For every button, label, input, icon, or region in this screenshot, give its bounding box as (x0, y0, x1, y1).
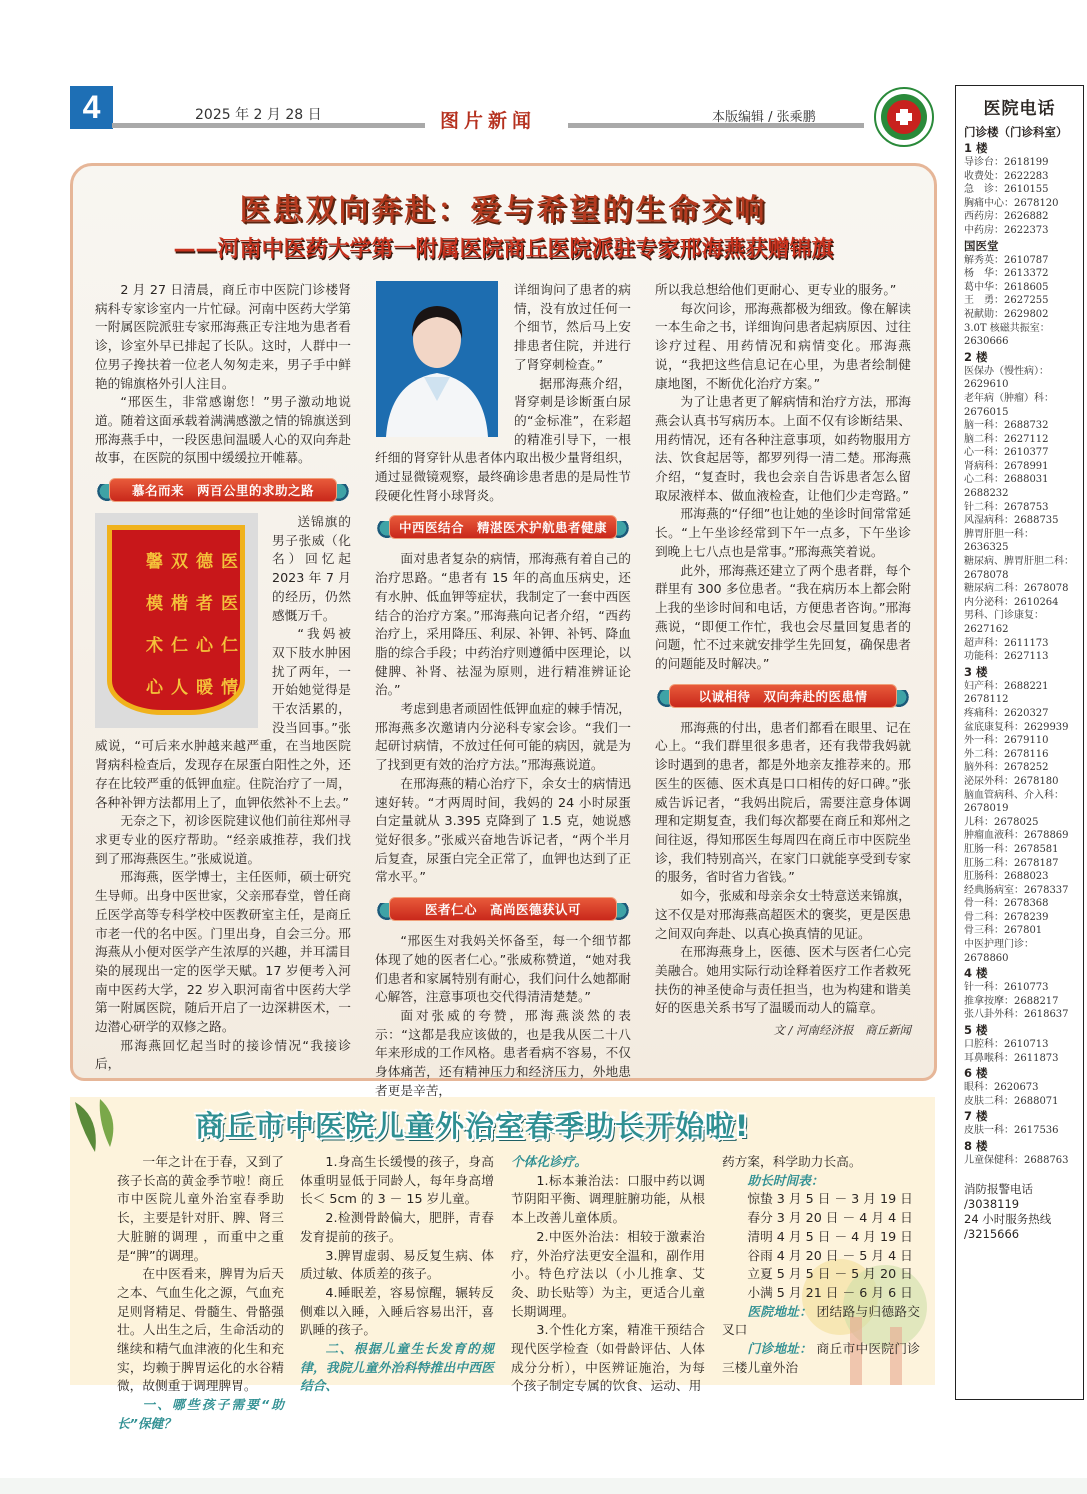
phone-list (964, 125, 1075, 1168)
phone-entry: 肛肠二科：2678187 (964, 857, 1059, 869)
phone-entry: 脑外科：2678252 (964, 762, 1049, 774)
paragraph: 每次问诊，邢海燕都极为细致。像在解读一本生命之书，详细询问患者起病原因、过往诊疗过程、用药情况和病情变化。邢海燕说，“我把这些信息记在心里，为患者绘制健康地图，不断优化治疗方案。” (655, 300, 911, 391)
phone-entry: 王 勇：2627255 (964, 295, 1049, 307)
hospital-logo (873, 87, 935, 147)
header-rule-left (112, 123, 425, 128)
phone-entry: 内分泌科：2610264 (964, 596, 1059, 608)
paragraph: 为了让患者更了解病情和治疗方法，邢海燕会认真书写病历本。上面不仅有诊断结果、用药情况，还有各种注意事项，如药物服用方法、饮食起居等，都罗列得一清二楚。邢海燕介绍，“复查时，我也会亲自告诉患者怎么留取尿液样本、做血液检查，让他们少走弯路。” (655, 394, 911, 503)
phone-entry: 泌尿外科：2678180 (964, 775, 1059, 787)
paragraph: 考虑到患者顽固性低钾血症的棘手情况，邢海燕多次邀请内分泌科专家会诊。“我们一起研讨病情，不放过任何可能的病因，就是为了找到更有效的治疗方法。”邢海燕说道。 (375, 701, 631, 773)
floor-heading: 8 楼 (964, 1139, 988, 1153)
paragraph: 在邢海燕的精心治疗下，余女士的病情迅速好转。“才两周时间，我妈的 24 小时尿蛋白定量就从 3.395 克降到了 1.5 克，她说感觉好很多。”张威兴奋地告诉记者，“两个半月后复查，尿蛋白完全正常了，血钾也达到了正常水平。” (375, 775, 631, 885)
phone-entry: 肿瘤血液科：2678869 (964, 830, 1069, 842)
byline: 文 / 河南经济报 商丘新闻 (773, 1023, 911, 1038)
list-item: 3.脾胃虚弱、易反复生病、体质过敏、体质差的孩子。 (300, 1247, 494, 1282)
schedule-item: 谷雨 4 月 20 日 － 5 月 4 日 (747, 1247, 913, 1263)
list-item: 3.个性化方案，精准干预结合现代医学检查（如骨龄评估、人体成分分析），中医辨证施治，为每个孩子制定专属的饮食、运动、用 (511, 1322, 705, 1394)
article-subtitle: ——河南中医药大学第一附属医院商丘医院派驻专家邢海燕获赠锦旗 (173, 237, 834, 262)
hospital-phone-directory (955, 85, 1084, 1400)
paragraph: “邢医生对我妈关怀备至，每一个细节都体现了她的医者仁心。”张威称赞道，“她对我们患者和家属特别有耐心，我们问什么她都耐心解答，注意事项也交代得清清楚楚。” (375, 933, 631, 1005)
schedule-item: 清明 4 月 5 日 － 4 月 19 日 (747, 1228, 913, 1244)
page-number: 4 (70, 86, 113, 129)
phone-entry: 外二科：2678116 (964, 748, 1049, 760)
paragraph: 药方案，科学助力长高。 (722, 1154, 862, 1169)
paragraph: 无奈之下，初诊医院建议他们前往郑州寻求更专业的医疗帮助。“经亲戚推荐，我们找到了邢海燕医生。”张威说道。 (95, 813, 351, 866)
phone-entry: 肾病科：2678991 (964, 460, 1049, 472)
phone-entry: 针二科：2678753 (964, 501, 1049, 513)
paragraph: 所以我总想给他们更耐心、更专业的服务。” (655, 282, 897, 297)
article-column-2 (375, 281, 631, 1100)
paragraph: 邢海燕回忆起当时的接诊情况“我接诊后， (95, 1037, 351, 1072)
floor-heading: 6 楼 (964, 1066, 988, 1081)
schedule-item: 立夏 5 月 5 日 － 5 月 20 日 (747, 1266, 913, 1282)
phone-entry: 糖尿病、脾胃肝胆二科：2678078 (964, 556, 1074, 581)
schedule-item: 惊蛰 3 月 5 日 － 3 月 19 日 (747, 1191, 913, 1207)
floor-heading: 国医堂 (964, 238, 999, 253)
phone-entry: 功能科：2627113 (964, 651, 1049, 663)
phone-entry: 疼痛科：2620327 (964, 707, 1049, 719)
phone-entry: 推拿按摩：2688217 (964, 995, 1059, 1007)
article-column-3 (655, 281, 911, 1038)
phone-entry: 儿科：2678025 (964, 816, 1039, 828)
kids-column-3 (511, 1153, 705, 1396)
list-item: 2.中医外治法：相较于激素治疗，外治疗法更安全温和，副作用小。特色疗法以（小儿推拿、艾灸、助长贴等）为主，更适合儿童长期调理。 (511, 1228, 705, 1319)
phone-entry: 皮肤二科：2688071 (964, 1095, 1059, 1107)
phone-entry: 脑二科：2627112 (964, 433, 1049, 445)
phone-entry: 收费处：2622283 (964, 170, 1049, 182)
schedule-label: 助长时间表： (747, 1172, 824, 1188)
phone-entry: 糖尿病二科：2678078 (964, 583, 1069, 595)
phone-entry: 医保办（慢性病）：2629610 (964, 365, 1049, 391)
kids-column-4 (722, 1153, 920, 1377)
phone-entry: 针一科：2610773 (964, 982, 1049, 994)
paragraph: 据邢海燕介绍，肾穿刺是诊断蛋白尿的“金标准”，在彩超的精准引导下，一根纤细的肾穿针从患者体内取出极少量肾组织，通过显微镜观察，最终确诊患者患的是局性节段硬化性肾小球肾炎。 (375, 375, 631, 503)
paragraph: 一年之计在于春，又到了孩子长高的黄金季节啦！商丘市中医院儿童外治室春季助长，主要是针对肝、脾、肾三大脏腑的调理 ，而重中之重是“脾”的调理。 (117, 1154, 284, 1263)
schedule-item: 春分 3 月 20 日 － 4 月 4 日 (747, 1210, 913, 1226)
phone-entry: 3.0T 核磁共振室：2630666 (964, 322, 1050, 348)
phone-entry: 男科、门诊康复：2627162 (964, 610, 1044, 635)
phone-entry: 骨三科：267801 (964, 925, 1043, 937)
phone-entry: 妇产科：2688221 2678112 (964, 680, 1059, 706)
subhead-banner: 中西医结合 精湛医术护航患者健康 (375, 513, 631, 541)
phone-entry: 心二科：2688031 2688232 (964, 474, 1059, 500)
phone-entry: 导诊台：2618199 (964, 157, 1049, 168)
subhead-banner: 以诚相待 双向奔赴的医患情 (655, 682, 911, 710)
phone-entry: 脑血管病科、介入科：2678019 (964, 789, 1064, 815)
paragraph: 面对患者复杂的病情，邢海燕有着自己的治疗思路。“患者有 15 年的高血压病史，还有水肿、低血钾等症状，我制定了一套中西医结合的治疗方案。”邢海燕向记者介绍，“西药治疗上，采用降压、利尿、补钾、补钙、降血脂的综合手段；中药治疗则遵循中医理论，以健脾、补肾、祛湿为原则，进行精准辨证论治。” (375, 551, 631, 698)
list-item: 4.睡眠差，容易惊醒，辗转反侧难以入睡，入睡后容易出汗，喜趴睡的孩子。 (300, 1284, 494, 1338)
schedule-item: 小满 5 月 21 日 － 6 月 6 日 (747, 1284, 913, 1300)
floor-heading: 4 楼 (964, 966, 988, 981)
phone-entry: 葛中华：2618605 (964, 281, 1049, 293)
phone-entry: 脾胃肝胆一科：2636325 (964, 528, 1034, 554)
phone-entry: 老年病（肿瘤）科：2676015 (964, 392, 1054, 418)
paragraph: 在中医看来，脾胃为后天之本、气血生化之源，气血充足则肾精足、骨髓生、骨骼强壮。人出生之后，生命活动的继续和精气血津液的化生和充实，均赖于脾胃运化的水谷精微，故侧重于调理脾胃。 (117, 1266, 284, 1394)
phone-entry: 西药房：2626882 (964, 211, 1049, 223)
article-title: 医患双向奔赴：爱与希望的生命交响 (239, 193, 768, 228)
editor-credit: 本版编辑 / 张乘鹏 (712, 110, 816, 125)
phone-entry: 眼科：2620673 (964, 1082, 1039, 1094)
section-heading: 二、根据儿童生长发育的规律，我院儿童外治科特推出中西医结合、 (300, 1341, 494, 1394)
phone-entry: 脑一科：2688732 (964, 420, 1049, 432)
phone-entry: 超声科：2611173 (964, 637, 1049, 649)
fire-alarm-label: 消防报警电话 (964, 1181, 1033, 1196)
paragraph: 在邢海燕身上，医德、医术与医者仁心完美融合。她用实际行动诠释着医疗工作者救死扶伤的神圣使命与责任担当，也为构建和谐美好的医患关系书写了温暖而动人的篇章。 (655, 944, 911, 1016)
list-item: 2.检测骨龄偏大，肥胖，青春发育提前的孩子。 (300, 1210, 494, 1244)
phone-entry: 肛肠科：2688023 (964, 871, 1049, 883)
phone-entry: 皮肤一科：2617536 (964, 1125, 1059, 1137)
kids-column-1 (117, 1153, 284, 1434)
phone-entry: 骨一科：2678368 (964, 898, 1049, 910)
page-footer-strip (0, 1478, 1087, 1494)
doctor-portrait-photo (376, 281, 498, 437)
floor-heading: 2 楼 (964, 349, 988, 364)
section-heading: 一、哪些孩子需要“助长”保健？ (117, 1397, 284, 1431)
directory-title: 医院电话 (983, 99, 1056, 119)
phone-entry: 盆底康复科：2629939 (964, 721, 1069, 733)
paragraph: “邢医生，非常感谢您！”男子激动地说道。随着这面承载着满满感激之情的锦旗送到邢海燕手中，一段医患间温暖人心的双向奔赴故事，在医院的氛围中缓缓拉开帷幕。 (95, 394, 351, 466)
phone-entry: 儿童保健科：2688763 (964, 1155, 1069, 1166)
paragraph: 如今，张威和母亲余女士特意送来锦旗，这不仅是对邢海燕高超医术的褒奖，更是医患之间双向奔赴、以真心换真情的见证。 (655, 888, 911, 941)
floor-heading: 1 楼 (964, 141, 988, 155)
phone-entry: 祝献勋：2629802 (964, 308, 1049, 320)
paragraph: 面对张威的夸赞，邢海燕淡然的表示：“这都是我应该做的，也是我从医二十八年来形成的工作风格。患者看病不容易，不仅身体痛苦，还有精神压力和经济压力，外地患者更是辛苦， (375, 1007, 631, 1098)
phone-entry: 经典肠病室：2678337 (964, 884, 1069, 896)
phone-entry: 耳鼻喉科：2611873 (964, 1052, 1059, 1064)
hospital-address: 医院地址： 团结路与归德路交叉口 (722, 1303, 920, 1338)
floor-heading: 门诊楼（门诊科室） (964, 125, 1068, 139)
clinic-address: 门诊地址： 商丘市中医院门诊三楼儿童外治 (722, 1341, 920, 1375)
phone-entry: 口腔科：2610713 (964, 1039, 1049, 1051)
phone-entry: 中医护理门诊：2678860 (964, 939, 1034, 964)
paragraph: 邢海燕，医学博士，主任医师，硕士研究生导师。出身中医世家，父亲邢春堂，曾任商丘医学高等专科学校中医教研室主任，是商丘市老一代的名中医。门里出身，自会三分。邢海燕从小便对医学产生浓厚的兴趣，并耳濡目染的展现出一定的医学天赋。17 岁便考入河南中医药大学，22 岁入职河南省中医药大学第一附属医院，随后开启了一边深耕医术，一边潜心研学的双修之路。 (95, 869, 351, 1035)
phone-entry: 张八卦外科：2618637 (964, 1009, 1069, 1021)
phone-entry: 解秀英：2610787 (964, 254, 1049, 266)
hotline-label: 24 小时服务热线 (964, 1211, 1052, 1226)
section-title: 图片新闻 (440, 110, 537, 132)
paragraph: 送锦旗的男子张威（化名）回忆起 2023 年 7 月的经历，仍然感慨万千。 (272, 514, 351, 623)
article-column-1 (95, 281, 351, 1074)
phone-entry: 中药房：2622373 (964, 224, 1049, 236)
paragraph: 此外，邢海燕还建立了两个患者群，每个群里有 300 多位患者。“我在病历本上都会附上我的坐诊时间和电话，方便患者咨询。”邢海燕说，“即便工作忙，我也会尽量回复患者的问题，忙不过来就安排学生先回复，确保患者的问题能及时解决。” (655, 562, 911, 672)
paragraph: “我妈被双下肢水肿困扰了两年，一开始她觉得是干农活累的，没当回事。”张威说，“可后来水肿越来越严重，在当地医院肾病科检查后，发现存在尿蛋白阳性之外，还存在比较严重的低钾血症。住院治疗了一周，各种补钾方法都用上了，血钾依然补不上去。” (95, 626, 351, 810)
paragraph: 邢海燕的付出，患者们都看在眼里、记在心上。“我们群里很多患者，还有我带我妈就诊时遇到的患者，都是外地亲友推荐来的。邢医生的医德、医术真是口口相传的好口碑。”张威告诉记者，“我妈出院后，需要注意身体调理和定期复查，我们每次都要在商丘和郑州之间往返，得知邢医生每周四在商丘市中医院坐诊，我们特别高兴，在家门口就能享受到专家的服务，省时省力省钱。” (655, 719, 911, 885)
subhead-banner: 慕名而来 两百公里的求助之路 (95, 476, 351, 504)
emergency-numbers (964, 1182, 1075, 1242)
phone-entry: 风湿病科：2688735 (964, 515, 1059, 527)
section-heading-cont: 个体化诊疗。 (511, 1154, 588, 1169)
fire-alarm-number: /3038119 (964, 1196, 1020, 1211)
floor-heading: 3 楼 (964, 664, 988, 679)
phone-entry: 心一科：2610377 (964, 447, 1049, 459)
paragraph: 邢海燕的“仔细”也让她的坐诊时间常常延长。“上午坐诊经常到下午一点多，下午坐诊到晚上七八点也是常事。”邢海燕笑着说。 (655, 506, 911, 559)
issue-date: 2025 年 2 月 28 日 (195, 107, 322, 123)
subhead-banner: 医者仁心 高尚医德获认可 (375, 895, 631, 923)
hotline-number: /3215666 (964, 1226, 1020, 1241)
phone-entry: 外一科：2679110 (964, 735, 1049, 747)
phone-entry: 急 诊：2610155 (964, 184, 1049, 196)
floor-heading: 5 楼 (964, 1023, 988, 1038)
kids-ad-title: 商丘市中医院儿童外治室春季助长开始啦! (195, 1109, 750, 1143)
list-item: 1.身高生长缓慢的孩子，身高体重明显低于同龄人，每年身高增长＜ 5cm 的 3 － 15 岁儿童。 (300, 1154, 494, 1207)
bamboo-leaf-icon (70, 1097, 130, 1157)
phone-entry: 胸痛中心：2678120 (964, 197, 1059, 209)
paragraph: 详细询问了患者的病情，没有放过任何一个细节，然后马上安排患者住院，并进行了肾穿刺检查。” (514, 282, 631, 372)
paragraph: 2 月 27 日清晨，商丘市中医院门诊楼肾病科专家诊室内一片忙碌。河南中医药大学第一附属医院派驻专家邢海燕正专注地为患者看诊，诊室外早已排起了长队。这时，人群中一位男子搀扶着一位老人匆匆走来，男子手中鲜艳的锦旗格外引人注目。 (95, 282, 351, 391)
phone-entry: 骨二科：2678239 (964, 911, 1049, 923)
silk-banner-photo: 医德双馨 医者楷模 仁心仁术 情暖人心 (95, 513, 258, 728)
phone-entry: 肛肠一科：2678581 (964, 843, 1059, 855)
list-item: 1.标本兼治法：口服中药以调节阴阳平衡、调理脏腑功能，从根本上改善儿童体质。 (511, 1172, 705, 1226)
floor-heading: 7 楼 (964, 1109, 988, 1124)
phone-entry: 杨 华：2613372 (964, 268, 1049, 280)
kids-column-2 (300, 1153, 494, 1396)
